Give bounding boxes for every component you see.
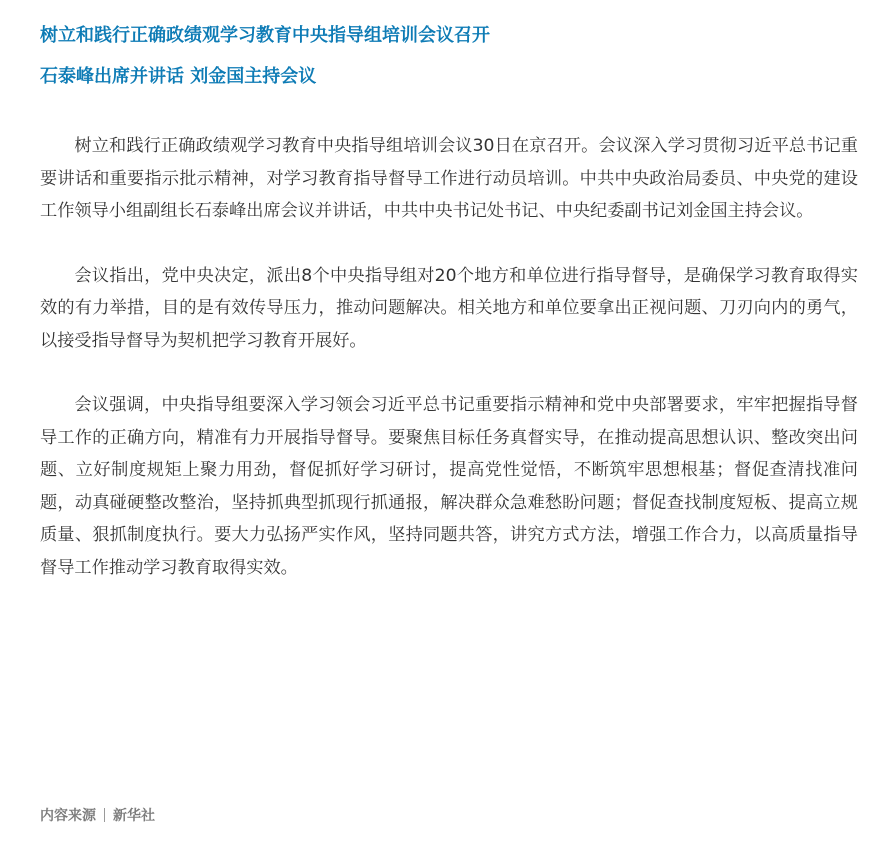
article-title-line-2: 石泰峰出席并讲话 刘金国主持会议 bbox=[40, 66, 317, 87]
source-name: 新华社 bbox=[113, 808, 155, 824]
article-title-line-1: 树立和践行正确政绩观学习教育中央指导组培训会议召开 bbox=[40, 25, 490, 46]
source-credit bbox=[40, 806, 155, 826]
paragraph-2: 会议指出，党中央决定，派出8个中央指导组对20个地方和单位进行指导督导，是确保学习教育取得实效的有力举措，目的是有效传导压力，推动问题解决。相关地方和单位要拿出正视问题、刀刃向内的勇气，以接受指导督导为契机把学习教育开展好。 bbox=[40, 265, 858, 351]
paragraph-3: 会议强调，中央指导组要深入学习领会习近平总书记重要指示精神和党中央部署要求，牢牢把握指导督导工作的正确方向，精准有力开展指导督导。要聚焦目标任务真督实导，在推动提高思想认识、整改突出问题、立好制度规矩上聚力用劲，督促抓好学习研讨，提高党性觉悟，不断筑牢思想根基；督促查清找准问题，动真碰硬整改整治，坚持抓典型抓现行抓通报，解决群众急难愁盼问题；督促查找制度短板、提高立规质量、狠抓制度执行。要大力弘扬严实作风，坚持同题共答，讲究方式方法，增强工作合力，以高质量指导督导工作推动学习教育取得实效。 bbox=[40, 395, 858, 578]
article-body bbox=[40, 130, 858, 616]
paragraph-1: 树立和践行正确政绩观学习教育中央指导组培训会议30日在京召开。会议深入学习贯彻习近平总书记重要讲话和重要指示批示精神，对学习教育指导督导工作进行动员培训。中共中央政治局委员、中央党的建设工作领导小组副组长石泰峰出席会议并讲话，中共中央书记处书记、中央纪委副书记刘金国主持会议。 bbox=[40, 136, 858, 221]
source-label: 内容来源 bbox=[40, 808, 96, 824]
source-divider bbox=[104, 808, 105, 822]
